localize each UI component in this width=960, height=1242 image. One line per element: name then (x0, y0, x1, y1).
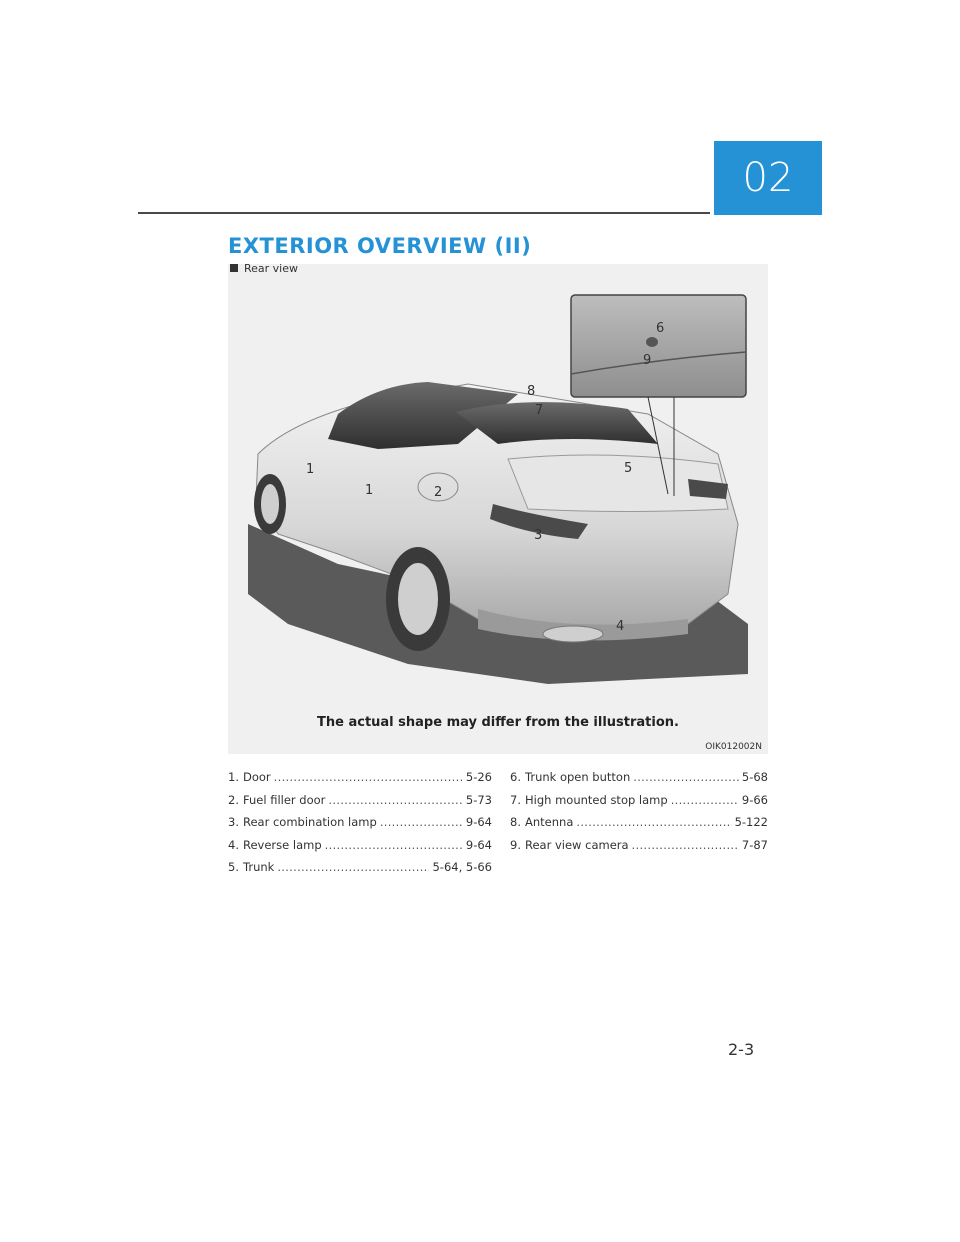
section-title: EXTERIOR OVERVIEW (II) (228, 234, 532, 258)
list-item: 3. Rear combination lamp ..... 9-64 (228, 815, 492, 836)
bullet-square-icon (230, 264, 238, 272)
callout-3: 3 (534, 528, 543, 543)
figure-code: OIK012002N (705, 742, 762, 752)
list-item: 4. Reverse lamp ..... 9-64 (228, 838, 492, 859)
component-list-left (228, 770, 492, 883)
callout-1-front-door: 1 (306, 462, 315, 477)
list-item: 7. High mounted stop lamp ..... 9-66 (510, 793, 768, 814)
list-item: 8. Antenna ..... 5-122 (510, 815, 768, 836)
list-item: 5. Trunk ..... 5-64, 5-66 (228, 860, 492, 881)
list-item: 1. Door ..... 5-26 (228, 770, 492, 791)
view-label (230, 262, 298, 275)
list-item: 9. Rear view camera ..... 7-87 (510, 838, 768, 859)
callout-4: 4 (616, 619, 625, 634)
car-illustration (228, 264, 768, 754)
figure-caption: The actual shape may differ from the illustration. (317, 715, 679, 730)
callout-7: 7 (535, 403, 544, 418)
callout-2: 2 (434, 485, 443, 500)
callout-5: 5 (624, 461, 633, 476)
header-rule (138, 212, 710, 214)
callout-1-rear-door: 1 (365, 483, 374, 498)
page-number: 2-3 (728, 1040, 755, 1059)
component-list-right (510, 770, 768, 860)
callout-6: 6 (656, 321, 665, 336)
callout-9: 9 (643, 353, 652, 368)
rear-view-figure (228, 264, 768, 754)
list-item: 6. Trunk open button ..... 5-68 (510, 770, 768, 791)
view-label-text: Rear view (244, 262, 299, 275)
chapter-tab: 02 (714, 141, 822, 215)
callout-8: 8 (527, 384, 536, 399)
list-item: 2. Fuel filler door ..... 5-73 (228, 793, 492, 814)
